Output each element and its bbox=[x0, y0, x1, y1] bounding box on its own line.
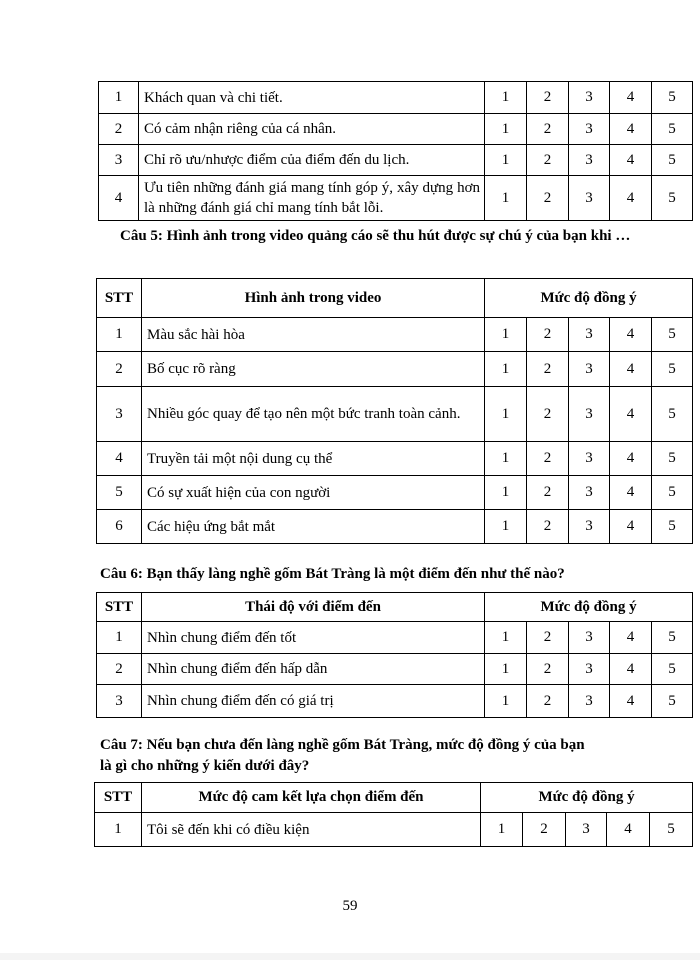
page-edge bbox=[0, 953, 700, 960]
stt-cell: 3 bbox=[97, 387, 142, 442]
scale-cell: 1 bbox=[481, 813, 523, 847]
scale-cell: 4 bbox=[610, 176, 652, 221]
item-cell: Nhìn chung điểm đến tốt bbox=[142, 622, 485, 654]
stt-cell: 6 bbox=[97, 510, 142, 544]
stt-cell: 2 bbox=[97, 352, 142, 387]
scale-cell: 3 bbox=[569, 442, 610, 476]
scale-cell: 2 bbox=[527, 114, 569, 145]
item-cell: Có sự xuất hiện của con người bbox=[142, 476, 485, 510]
scale-cell: 1 bbox=[485, 352, 527, 387]
scale-cell: 3 bbox=[569, 82, 610, 114]
table-row bbox=[95, 813, 693, 847]
scale-cell: 2 bbox=[527, 387, 569, 442]
item-cell: Truyền tải một nội dung cụ thể bbox=[142, 442, 485, 476]
stt-cell: 3 bbox=[99, 145, 139, 176]
scale-cell: 4 bbox=[610, 318, 652, 352]
scale-cell: 2 bbox=[527, 442, 569, 476]
scale-cell: 4 bbox=[610, 114, 652, 145]
scale-cell: 5 bbox=[652, 387, 693, 442]
scale-header: Mức độ đồng ý bbox=[485, 279, 693, 318]
scale-cell: 3 bbox=[569, 476, 610, 510]
scale-cell: 1 bbox=[485, 442, 527, 476]
q7-table bbox=[94, 782, 693, 847]
scale-cell: 5 bbox=[652, 654, 693, 685]
scale-cell: 1 bbox=[485, 685, 527, 718]
question-5: Câu 5: Hình ảnh trong video quảng cáo sẽ thu hút được sự chú ý của bạn khi … bbox=[120, 228, 631, 244]
table-row bbox=[99, 82, 693, 114]
scale-cell: 4 bbox=[610, 387, 652, 442]
stt-cell: 3 bbox=[97, 685, 142, 718]
scale-cell: 3 bbox=[569, 114, 610, 145]
stt-cell: 1 bbox=[97, 622, 142, 654]
table-header-row bbox=[95, 783, 693, 813]
item-cell: Nhìn chung điểm đến có giá trị bbox=[142, 685, 485, 718]
table-row bbox=[97, 387, 693, 442]
stt-cell: 5 bbox=[97, 476, 142, 510]
table-header-row bbox=[97, 279, 693, 318]
scale-cell: 2 bbox=[527, 685, 569, 718]
scale-cell: 5 bbox=[652, 510, 693, 544]
scale-cell: 4 bbox=[610, 622, 652, 654]
table-row bbox=[97, 318, 693, 352]
item-header: Hình ảnh trong video bbox=[142, 279, 485, 318]
item-cell: Nhìn chung điểm đến hấp dẫn bbox=[142, 654, 485, 685]
scale-cell: 3 bbox=[569, 176, 610, 221]
scale-cell: 2 bbox=[527, 318, 569, 352]
item-header: Mức độ cam kết lựa chọn điểm đến bbox=[142, 783, 481, 813]
stt-cell: 4 bbox=[97, 442, 142, 476]
scale-cell: 3 bbox=[569, 622, 610, 654]
stt-cell: 1 bbox=[99, 82, 139, 114]
scale-cell: 3 bbox=[569, 510, 610, 544]
scale-cell: 4 bbox=[610, 442, 652, 476]
item-cell: Bố cục rõ ràng bbox=[142, 352, 485, 387]
item-cell: Chỉ rõ ưu/nhược điểm của điểm đến du lịch. bbox=[139, 145, 485, 176]
scale-cell: 1 bbox=[485, 176, 527, 221]
item-cell: Màu sắc hài hòa bbox=[142, 318, 485, 352]
scale-cell: 2 bbox=[527, 352, 569, 387]
scale-cell: 3 bbox=[566, 813, 607, 847]
scale-cell: 4 bbox=[610, 82, 652, 114]
scale-cell: 2 bbox=[527, 82, 569, 114]
scale-cell: 5 bbox=[652, 318, 693, 352]
stt-header: STT bbox=[97, 279, 142, 318]
table-row bbox=[99, 145, 693, 176]
scale-cell: 3 bbox=[569, 318, 610, 352]
table-row bbox=[97, 510, 693, 544]
scale-cell: 1 bbox=[485, 387, 527, 442]
opinion-table-continued bbox=[98, 81, 693, 221]
table-row bbox=[99, 176, 693, 221]
table-row bbox=[99, 114, 693, 145]
scale-cell: 1 bbox=[485, 622, 527, 654]
scale-cell: 2 bbox=[527, 622, 569, 654]
scale-cell: 4 bbox=[610, 685, 652, 718]
table-header-row bbox=[97, 593, 693, 622]
table-row bbox=[97, 442, 693, 476]
stt-cell: 1 bbox=[95, 813, 142, 847]
table-row bbox=[97, 654, 693, 685]
scale-cell: 1 bbox=[485, 510, 527, 544]
question-6: Câu 6: Bạn thấy làng nghề gốm Bát Tràng là một điểm đến như thế nào? bbox=[100, 566, 565, 582]
scale-cell: 4 bbox=[610, 654, 652, 685]
scale-cell: 5 bbox=[652, 685, 693, 718]
scale-cell: 1 bbox=[485, 114, 527, 145]
scale-cell: 5 bbox=[652, 114, 693, 145]
q5-table bbox=[96, 278, 693, 544]
scale-cell: 1 bbox=[485, 476, 527, 510]
table-row bbox=[97, 476, 693, 510]
stt-cell: 2 bbox=[99, 114, 139, 145]
scale-cell: 1 bbox=[485, 318, 527, 352]
scale-cell: 3 bbox=[569, 654, 610, 685]
scale-cell: 5 bbox=[652, 476, 693, 510]
scale-cell: 5 bbox=[652, 176, 693, 221]
scale-cell: 3 bbox=[569, 145, 610, 176]
scale-cell: 4 bbox=[607, 813, 650, 847]
stt-header: STT bbox=[97, 593, 142, 622]
table-row bbox=[97, 352, 693, 387]
scale-cell: 2 bbox=[527, 476, 569, 510]
scale-cell: 2 bbox=[527, 176, 569, 221]
scale-cell: 1 bbox=[485, 145, 527, 176]
stt-cell: 2 bbox=[97, 654, 142, 685]
scale-cell: 2 bbox=[527, 510, 569, 544]
question-7-line-1: Câu 7: Nếu bạn chưa đến làng nghề gốm Bát Tràng, mức độ đồng ý của bạn bbox=[100, 737, 585, 753]
item-cell: Tôi sẽ đến khi có điều kiện bbox=[142, 813, 481, 847]
scale-cell: 5 bbox=[650, 813, 693, 847]
scale-header: Mức độ đồng ý bbox=[485, 593, 693, 622]
scale-cell: 2 bbox=[523, 813, 566, 847]
table-row bbox=[97, 685, 693, 718]
stt-header: STT bbox=[95, 783, 142, 813]
scale-cell: 5 bbox=[652, 442, 693, 476]
table-row bbox=[97, 622, 693, 654]
question-7-line-2: là gì cho những ý kiến dưới đây? bbox=[100, 758, 310, 774]
scale-cell: 3 bbox=[569, 685, 610, 718]
item-cell: Có cảm nhận riêng của cá nhân. bbox=[139, 114, 485, 145]
item-cell: Nhiều góc quay để tạo nên một bức tranh toàn cảnh. bbox=[142, 387, 485, 442]
item-cell: Ưu tiên những đánh giá mang tính góp ý, xây dựng hơn là những đánh giá chỉ mang tính bắt lỗi. bbox=[139, 176, 485, 221]
item-cell: Khách quan và chi tiết. bbox=[139, 82, 485, 114]
question-7 bbox=[100, 735, 692, 777]
scale-cell: 2 bbox=[527, 654, 569, 685]
q6-table bbox=[96, 592, 693, 718]
stt-cell: 1 bbox=[97, 318, 142, 352]
scale-cell: 1 bbox=[485, 654, 527, 685]
scale-cell: 5 bbox=[652, 145, 693, 176]
stt-cell: 4 bbox=[99, 176, 139, 221]
page-number: 59 bbox=[342, 898, 358, 914]
scale-cell: 5 bbox=[652, 82, 693, 114]
scale-header: Mức độ đồng ý bbox=[481, 783, 693, 813]
scale-cell: 5 bbox=[652, 352, 693, 387]
scale-cell: 1 bbox=[485, 82, 527, 114]
scale-cell: 4 bbox=[610, 476, 652, 510]
scale-cell: 4 bbox=[610, 510, 652, 544]
item-cell: Các hiệu ứng bắt mắt bbox=[142, 510, 485, 544]
scale-cell: 3 bbox=[569, 352, 610, 387]
item-header: Thái độ với điểm đến bbox=[142, 593, 485, 622]
scale-cell: 5 bbox=[652, 622, 693, 654]
scale-cell: 4 bbox=[610, 145, 652, 176]
scale-cell: 4 bbox=[610, 352, 652, 387]
scale-cell: 3 bbox=[569, 387, 610, 442]
scale-cell: 2 bbox=[527, 145, 569, 176]
